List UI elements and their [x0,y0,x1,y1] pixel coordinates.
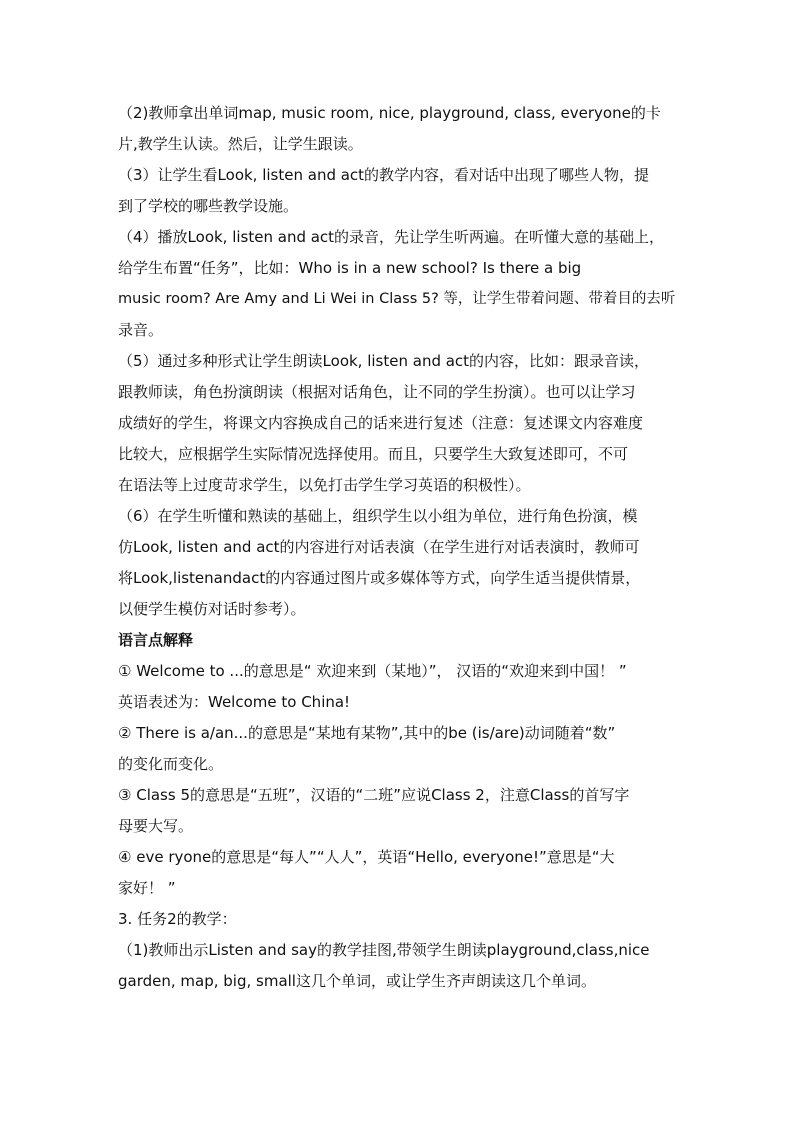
text-line: 跟教师读，角色扮演朗读（根据对话角色，让不同的学生扮演）。也可以让学习 [118,383,636,401]
text-line: music room? Are Amy and Li Wei in Class 5? 等，让学生带着问题、带着目的去听 [118,291,676,307]
text-line: 在语法等上过度苛求学生，以免打击学生学习英语的积极性）。 [118,476,531,494]
document-body [118,98,684,997]
text-line: ② There is a/an...的意思是“某地有某物”,其中的be (is/are)动词随着“数” [118,724,616,742]
text-line: 的变化而变化。 [118,755,224,773]
text-line: （6）在学生听懂和熟读的基础上，组织学生以小组为单位，进行角色扮演，模 [118,507,638,525]
text-line: 到了学校的哪些教学设施。 [118,197,299,215]
text-line: 家好！ ” [118,879,176,897]
text-line: ④ eve ryone的意思是“每人”“人人”，英语“Hello, everyone!”意思是“大 [118,848,615,866]
text-line: （4）播放Look, listen and act的录音，先让学生听两遍。在听懂大意的基础上， [118,228,665,246]
text-line: （2)教师拿出单词map, music room, nice, playground, class, everyone的卡 [118,104,661,122]
text-line: 将Look,listenandact的内容通过图片或多媒体等方式，向学生适当提供情景， [118,569,641,587]
text-line: 成绩好的学生，将课文内容换成自己的话来进行复述（注意：复述课文内容难度 [118,414,644,432]
text-line: 比较大，应根据学生实际情况选择使用。而且，只要学生大致复述即可，不可 [118,445,629,463]
section-heading: 语言点解释 [118,631,194,649]
text-line: 以便学生模仿对话时参考）。 [118,600,306,618]
text-line: 英语表述为：Welcome to China! [118,693,351,711]
text-line: 3. 任务2的教学： [118,910,237,928]
text-line: 母要大写。 [118,817,194,835]
text-line: （3）让学生看Look, listen and act的教学内容，看对话中出现了哪些人物，提 [118,166,650,184]
text-line: 录音。 [118,321,164,339]
text-line: 给学生布置“任务”，比如：Who is in a new school? Is there a big [118,259,582,277]
text-line: garden, map, big, small这几个单词，或让学生齐声朗读这几个单词。 [118,972,596,990]
text-line: 片,教学生认读。然后，让学生跟读。 [118,135,363,153]
text-line: （5）通过多种形式让学生朗读Look, listen and act的内容，比如：跟录音读， [118,352,650,370]
text-line: （1)教师出示Listen and say的教学挂图,带领学生朗读playground,class,nice [118,941,650,959]
text-line: ① Welcome to ...的意思是“ 欢迎来到（某地）”， 汉语的“欢迎来到中国！ ” [118,662,627,680]
text-line: 仿Look, listen and act的内容进行对话表演（在学生进行对话表演时，教师可 [118,538,640,556]
text-line: ③ Class 5的意思是“五班”，汉语的“二班”应说Class 2，注意Class的首写字 [118,786,630,804]
